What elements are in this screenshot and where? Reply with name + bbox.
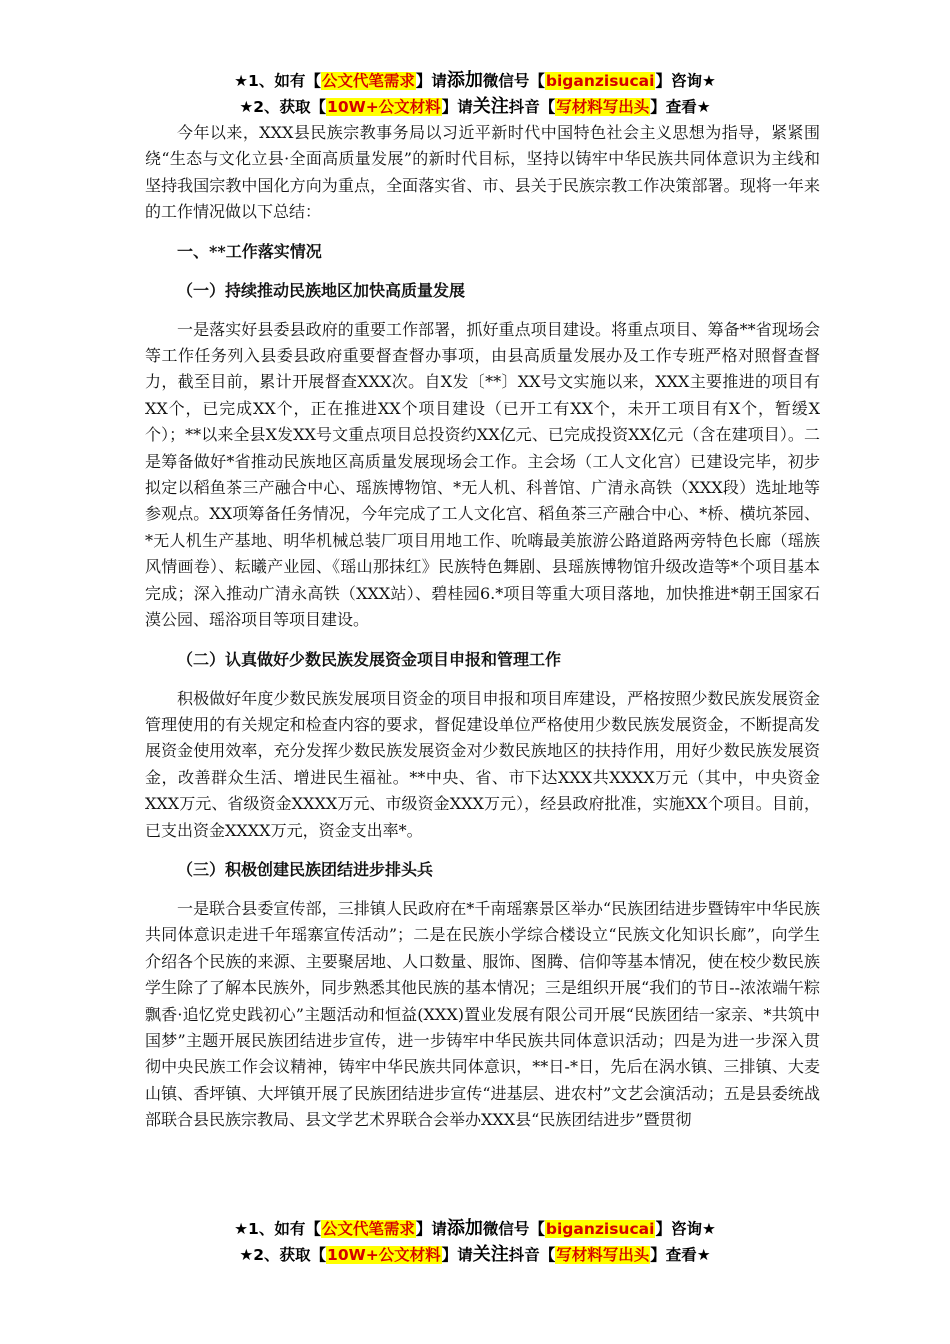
promo-line-1-bottom: ★1、如有【公文代笔需求】请添加微信号【biganzisucai】咨询★ (234, 1218, 716, 1239)
document-body (145, 120, 820, 1134)
subsection-3-paragraph: 一是联合县委宣传部，三排镇人民政府在*千南瑶寨景区举办“民族团结进步暨铸牢中华民族共同体意识走进千年瑶寨宣传活动”；二是在民族小学综合楼设立“民族文化知识长廊”，向学生介绍各个民族的来源、主要聚居地、人口数量、服饰、图腾、信仰等基本情况，使在校少数民族学生除了了解本民族外，同步熟悉其他民族的基本情况；三是组织开展“我们的节日--浓浓端午粽飘香·追忆党史践初心”主题活动和恒益(XXX)置业发展有限公司开展“民族团结一家亲、*共筑中国梦”主题开展民族团结进步宣传，进一步铸牢中华民族共同体意识活动；四是为进一步深入贯彻中央民族工作会议精神，铸牢中华民族共同体意识，**日-*日，先后在涡水镇、三排镇、大麦山镇、香坪镇、大坪镇开展了民族团结进步宣传“进基层、进农村”文艺会演活动；五是县委统战部联合县民族宗教局、县文学艺术界联合会举办XXX县“民族团结进步”暨贯彻 (145, 898, 820, 1130)
highlight-service: 公文代笔需求 (321, 72, 415, 90)
highlight-wechat-id: biganzisucai (545, 72, 655, 90)
subsection-heading-3: （三）积极创建民族团结进步排头兵 (177, 859, 434, 879)
subsection-1-paragraph: 一是落实好县委县政府的重要工作部署，抓好重点项目建设。将重点项目、筹备**省现场会等工作任务列入县委县政府重要督查督办事项，由县高质量发展办及工作专班严格对照督查督力，截至目前，累计开展督查XXX次。自X发〔**〕XX号文实施以来，XXX主要推进的项目有XX个，已完成XX个，正在推进XX个项目建设（已开工有XX个，未开工项目有X个，暂缓X个）；**以来全县X发XX号文重点项目总投资约XX亿元、已完成投资XX亿元（含在建项目）。二是筹备做好*省推动民族地区高质量发展现场会工作。主会场（工人文化宫）已建设完毕，初步拟定以稻鱼茶三产融合中心、瑶族博物馆、*无人机、科普馆、广清永高铁（XXX段）选址地等参观点。XX项筹备任务情况，今年完成了工人文化宫、稻鱼茶三产融合中心、*桥、横坑茶园、*无人机生产基地、明华机械总装厂项目用地工作、吮嗨最美旅游公路道路两旁特色长廊（瑶族风情画卷）、耘曦产业园、《瑶山那抹红》民族特色舞剧、县瑶族博物馆升级改造等*个项目基本完成；深入推动广清永高铁（XXX站）、碧桂园6.*项目等重大项目落地，加快推进*朝王国家石漠公园、瑶浴项目等项目建设。 (145, 319, 820, 630)
section-heading-1: 一、**工作落实情况 (177, 241, 322, 261)
promo-line-2-bottom: ★2、获取【10W+公文材料】请关注抖音【写材料写出头】查看★ (239, 1244, 711, 1265)
promo-banner-bottom (0, 1216, 950, 1268)
promo-line-1: ★1、如有【公文代笔需求】请添加微信号【biganzisucai】咨询★ (234, 70, 716, 91)
subsection-heading-2: （二）认真做好少数民族发展资金项目申报和管理工作 (177, 649, 562, 669)
highlight-douyin: 写材料写出头 (556, 98, 650, 116)
subsection-heading-1: （一）持续推动民族地区加快高质量发展 (177, 280, 466, 300)
promo-line-2: ★2、获取【10W+公文材料】请关注抖音【写材料写出头】查看★ (239, 96, 711, 117)
promo-banner-top (0, 68, 950, 120)
subsection-2-paragraph: 积极做好年度少数民族发展项目资金的项目申报和项目库建设，严格按照少数民族发展资金管理使用的有关规定和检查内容的要求，督促建设单位严格使用少数民族发展资金，不断提高发展资金使用效率，充分发挥少数民族发展资金对少数民族地区的扶持作用，用好少数民族发展资金，改善群众生活、增进民生福祉。**中央、省、市下达XXX共XXXX万元（其中，中央资金XXX万元、省级资金XXXX万元、市级资金XXX万元），经县政府批准，实施XX个项目。目前，已支出资金XXXX万元，资金支出率*。 (145, 688, 820, 840)
intro-paragraph: 今年以来，XXX县民族宗教事务局以习近平新时代中国特色社会主义思想为指导，紧紧围绕“生态与文化立县·全面高质量发展”的新时代目标，坚持以铸牢中华民族共同体意识为主线和坚持我国宗教中国化方向为重点，全面落实省、市、县关于民族宗教工作决策部署。现将一年来的工作情况做以下总结： (145, 123, 820, 222)
highlight-materials: 10W+公文材料 (327, 98, 441, 116)
